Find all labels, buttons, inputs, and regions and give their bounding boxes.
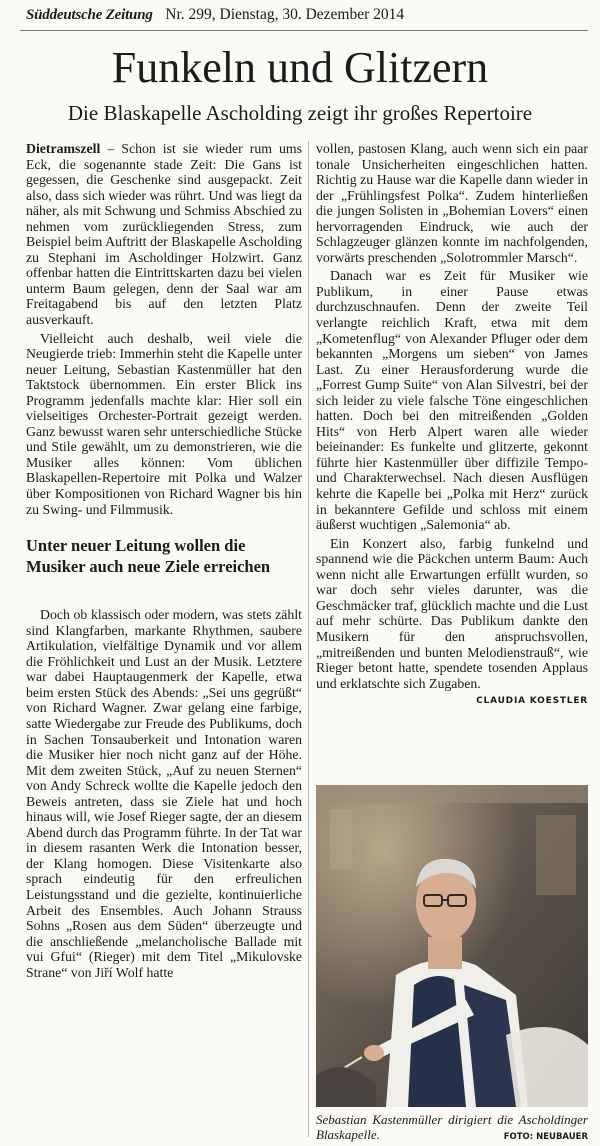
intertitle: Unter neuer Leitung wollen die Musiker auch neue Ziele erreichen	[26, 536, 271, 577]
article-paragraph: Doch ob klassisch oder modern, was stets zählt sind Klangfarben, markante Rhythmen, saubere Artikulation, vielfältige Dynamik und vor allem die Fröhlichkeit und Lust an der Musik. Letztere war dabei Hauptaugenmerk der Kapelle, etwa beim ersten Stück des Abends: „Sei uns gegrüßt“ von Richard Wagner. Zwar gelang eine farbige, satte Wiedergabe zur Freude des Publikums, doch in Sachen Tonsauberkeit und Intonation waren die Musiker hier noch nicht ganz auf der Höhe. Mit dem zweiten Stück, „Auf zu neuen Sternen“ von Andy Schreck wollte die Kapelle jedoch den Beweis antreten, dass sie Ziele hat und hoch hinaus will, wie Josef Rieger sagte, der an diesem Abend durch das Programm führte. In der Tat war in diesem rasanten Werk die Intonation besser, der Klang homogen. Diese Visitenkarte also sprach eindeutig für den erfreulichen Leistungsstand und die gezielte, kontinuierliche Arbeit des Ensembles. Auch Johann Strauss Sohns „Rosen aus dem Süden“ überzeugte und die anschließende „melancholische Ballade mit vui Gfui“ (Rieger) mit dem Titel „Mikulovske Strane“ von Jiří Wolf hatte	[26, 607, 302, 980]
photo-caption	[316, 1112, 588, 1145]
caption-text: Sebastian Kastenmüller dirigiert die Ascholdinger Blaskapelle.	[316, 1112, 588, 1142]
article-photo	[316, 785, 588, 1107]
masthead-rule	[20, 30, 588, 31]
newspaper-name: Süddeutsche Zeitung	[26, 7, 153, 23]
author-byline: CLAUDIA KOESTLER	[476, 696, 588, 707]
photo-illustration	[316, 785, 588, 1107]
paragraph-text: Ein Konzert also, farbig funkelnd und spannend wie die Päckchen unterm Baum: Auch wenn nicht alle Erwartungen erfüllt wurden, so war doch sehr vieles darunter, was die Geschmäcker traf, glücklich machte und die Lust auf mehr schürte. Das Publikum dankte den Musikern für den anspruchsvollen, „mitreißenden und bunten Melodienstrauß“, wie Rieger betont hatte, spendete tosenden Applaus und erklatschte sich Zugaben.	[316, 535, 588, 691]
article-paragraph: Vielleicht auch deshalb, weil viele die Neugierde trieb: Immerhin steht die Kapelle unter neuer Leitung, Sebastian Kastenmüller hat den Taktstock übernommen. Ein erster Blick ins Programm jedenfalls machte klar: Hier soll ein vielseitiges Orchester-Portrait gezeigt werden. Ganz bewusst waren sehr unterschiedliche Stücke und Stile gewählt, um zu demonstrieren, wie die Musiker alles können: Vom üblichen Blaskapellen-Repertoire mit Polka und Walzer über Kompositionen von Richard Wagner bis hin zu Swing- und Filmmusik.	[26, 330, 302, 517]
dateline: Dietramszell	[26, 141, 101, 156]
article-column-1	[26, 141, 302, 1131]
column-separator	[308, 141, 309, 1137]
article-paragraph: vollen, pastosen Klang, auch wenn sich ein paar tonale Unsicherheiten eingeschlichen hatten. Richtig zu Hause war die Kapelle dann wieder in der „Frühlingsfest Polka“. Zudem hinterließen die jungen Solisten in „Bohemian Lovers“ einen hervorragenden Eindruck, wie auch der Schlagzeuger glänzen konnte im nachfolgenden, vorwärts preschenden „Solotrommler Marsch“.	[316, 141, 588, 265]
article-paragraph	[316, 535, 588, 707]
issue-info: Nr. 299, Dienstag, 30. Dezember 2014	[165, 6, 405, 23]
headline: Funkeln und Glitzern	[111, 43, 489, 92]
photo-credit: FOTO: NEUBAUER	[503, 1132, 588, 1142]
paragraph-text: – Schon ist sie wieder rum ums Eck, die sogenannte stade Zeit: Die Gans ist gegessen, die Geschenke sind ausgepackt. Zeit also, dass sich wieder was rührt. Und was liegt da näher, als mit Schwung und Schmiss Abschied zu nehmen vom zurückliegenden Stress, zum Beispiel beim Auftritt der Blaskapelle Ascholding zu Stephani im Ascholdinger Holzwirt. Ganz offenbar hatten die Eintrittskarten dazu bei vielen unterm Baum gelegen, denn der Saal war am Freitagabend bis auf den letzten Platz ausverkauft.	[26, 141, 302, 328]
article-paragraph: Danach war es Zeit für Musiker wie Publikum, in einer Pause etwas durchzuschnaufen. Denn der zweite Teil verlangte reichlich Kraft, etwa mit dem „Kometenflug“ von Alexander Pfluger oder dem bekannten „Morgens um sieben“ von James Last. Zu einer Herausforderung wurde die „Forrest Gump Suite“ von Alan Silvestri, bei der sich leider zu viele falsche Töne eingeschlichen hatten. Doch bei den mitreißenden „Golden Hits“ von Herb Alpert waren alle wieder beieinander: Es funkelte und glitzerte, gekonnt führte hier Kastenmüller über diffizile Tempo- und Charakterwechsel. Nach diesen Ausflügen kehrte die Kapelle bei „Polka mit Herz“ zurück in bekanntere Gefilde und schloss mit einem äußerst wuchtigen „Salemonia“ ab.	[316, 268, 588, 533]
subheadline: Die Blaskapelle Ascholding zeigt ihr großes Repertoire	[67, 101, 533, 125]
article-column-2	[316, 141, 588, 710]
article-paragraph	[26, 141, 302, 328]
masthead	[26, 6, 586, 28]
